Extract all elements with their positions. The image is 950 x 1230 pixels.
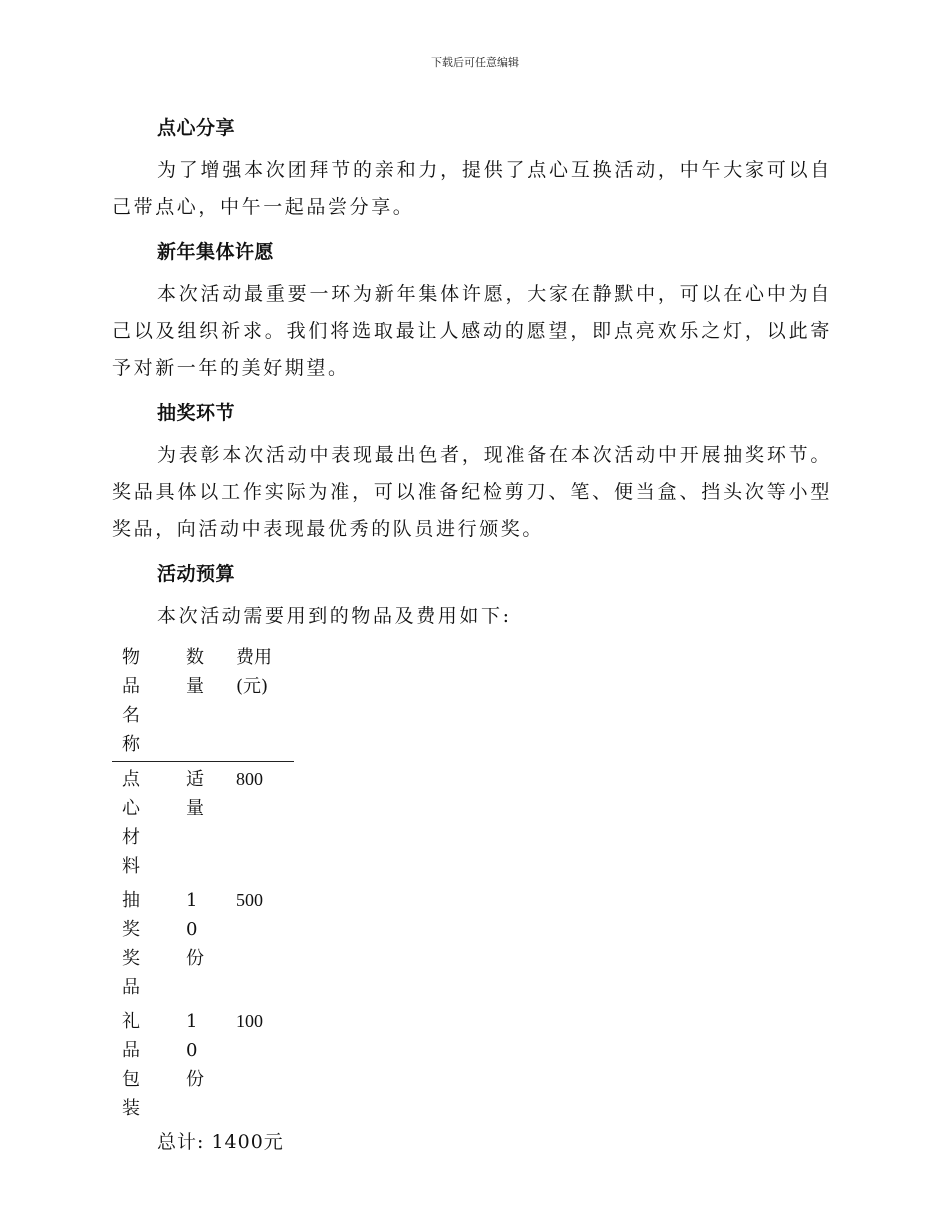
section-heading: 新年集体许愿: [157, 241, 275, 263]
budget-total: 总计: 1400元: [157, 1131, 284, 1153]
section-paragraph: 本次活动需要用到的物品及费用如下:: [157, 605, 512, 627]
table-cell-cost: 800: [236, 769, 263, 789]
section-paragraph: 本次活动最重要一环为新年集体许愿，大家在静默中，可以在心中为自己以及组织祈求。我们将选取最让人感动的愿望，即点亮欢乐之灯，以此寄予对新一年的美好期望。: [112, 283, 832, 379]
section-paragraph: 为了增强本次团拜节的亲和力，提供了点心互换活动，中午大家可以自己带点心，中午一起品尝分享。: [112, 159, 832, 218]
table-cell-quantity: 10份: [186, 1011, 207, 1090]
table-header-quantity: 数量: [186, 643, 236, 762]
section-budget: [112, 558, 832, 1157]
document-body: [112, 110, 832, 1167]
section-paragraph: 为表彰本次活动中表现最出色者，现准备在本次活动中开展抽奖环节。奖品具体以工作实际为准，可以准备纪检剪刀、笔、便当盒、挡头次等小型奖品，向活动中表现最优秀的队员进行颁奖。: [112, 444, 832, 540]
table-header-item: 物品名称: [112, 643, 186, 762]
table-row: [112, 762, 294, 884]
table-cell-quantity: 适量: [186, 769, 207, 819]
table-cell-cost: 500: [236, 890, 263, 910]
section-lottery: [112, 397, 832, 548]
budget-table: [112, 643, 294, 1125]
section-new-year-wish: [112, 236, 832, 387]
table-cell-item: 抽奖奖品: [122, 890, 143, 998]
table-cell-item: 礼品包装: [122, 1011, 143, 1119]
table-cell-cost: 100: [236, 1011, 263, 1031]
table-cell-item: 点心材料: [122, 769, 143, 877]
table-header-cost: 费用(元): [236, 643, 294, 762]
section-heading: 抽奖环节: [157, 402, 236, 424]
section-heading: 活动预算: [157, 563, 236, 585]
section-heading: 点心分享: [157, 117, 236, 139]
section-snack-sharing: [112, 112, 832, 226]
table-row: [112, 1004, 294, 1125]
page-header-note: 下载后可任意编辑: [431, 56, 519, 69]
table-header-row: [112, 643, 294, 762]
table-row: [112, 883, 294, 1004]
table-cell-quantity: 10份: [186, 890, 207, 969]
